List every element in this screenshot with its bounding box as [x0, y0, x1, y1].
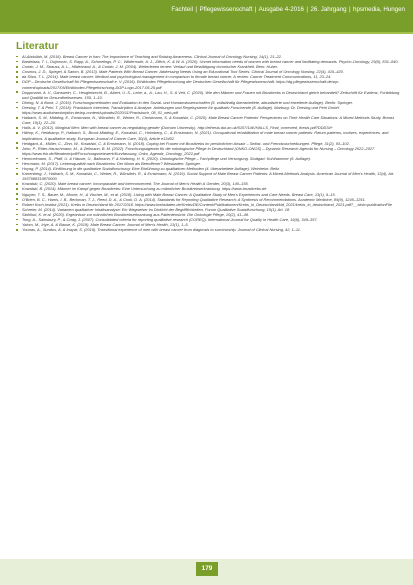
reference-item: Tong, A., Sainsbury, P., & Craig, J. (2007). Consolidated criteria for reporting qualitative research (COREQ). International Journal for Quality in Health Care, 19(6), 349–357.	[16, 217, 400, 222]
references-title: Literatur	[16, 40, 59, 52]
reference-item: Stahlhut, K. et al. (2020). Ergebnisse zur männlichen Brustkrebserkrankung aus Patientensicht. Die Onkologie Pflege, 10(2), 41–48.	[16, 212, 400, 217]
page-header: Fachteil | Pflegewissenschaft | Ausgabe 4-2016 | 26. Jahrgang | hpsmedia, Hungen	[0, 0, 413, 34]
reference-item: Halbach, S. M., Midding, E., Ernstmann, N., Würstlein, R., Weber, R., Christmann, S. & Kowalski, C. (2020). Male Breast Cancer Patients' Perspectives on Their Health Care Situations: A Mixed-Methods Study. Breast Care, 15(1), 22–29.	[16, 115, 400, 125]
header-volume: 26. Jahrgang	[310, 6, 347, 13]
reference-item: Younas, A., Sundus, A. & Inayat, S. (2019). Transitional experience of men with breast cancer from diagnosis to survivorship. Journal of Clinical Nursing, 42, 1–11.	[16, 227, 400, 232]
header-subject: Pflegewissenschaft	[199, 6, 253, 13]
reference-item: Schreier, M. (2014). Varianten qualitativer Inhaltsanalyse: Ein Wegweiser im Dickicht der Begrifflichkeiten. Forum Qualitative Sozialforschung, 15(1), Art. 18.	[16, 207, 400, 212]
reference-item: Karrenberg, J., Halbach, S. M., Kowalski, C., Weber, R., Würstlein, R., & Ernstmann, N. (2019). Social Support of Male Breast Cancer Patients: A Mixed-Methods Analysis. American Journal of Men's Health, 13(4), Art. 1557988319870000.	[16, 171, 400, 181]
reference-item: Hoyng, P. (2014). Einführung in die qualitative Sozialforschung: Eine Einführung zu qualitativen Methoden (4. überarbeitete Auflage). Weinheim: Beltz.	[16, 166, 400, 171]
reference-item: Kowalski, C. (2020). Male breast cancer: Incomparable and interconnected. The Journal of Men's Health & Gender, 20(3), 140–155.	[16, 181, 400, 186]
reference-item: Nguyen, T. S., Bauer, M., Moore, H., & Vischer, M., et al. (2018). Living with Male Breast Cancer: A Qualitative Study of Men's Experiences and Care Needs. Breast Care, 13(1), 9–15.	[16, 192, 400, 197]
header-publisher: hpsmedia, Hungen	[353, 6, 405, 13]
header-section: Fachteil	[171, 6, 193, 13]
reference-item: Halls, A. V. (2012). Marginal Men: Men with breast cancer as negotiating gender (Durham University). http://ethesis.dur.ac.uk/5107/1/AVHALLS_Final_corrected_thesis.pdf?DDD34+	[16, 125, 400, 130]
reference-list	[16, 54, 400, 232]
reference-item: Doppmann, A. V., Ganswein, C., Heuglebrecht, B., Albert, U.-S., Lebe, a., A., Lau, H., S. & Veit, C. (2020). Wie den Männer und Frauen mit Brustkrebs in Deutschland gleich behandelt? Zeitschrift für Evidenz, Fortbildung und Qualität im Gesundheitswesen, 155, 1–10.	[16, 90, 400, 100]
reference-item: Bardelaas, T. I., Dujimovic, S. Rapp, A., Schmelings, P. C., Wildermuth, A. J., Zillich, K. & W. A. (2020). Unmet information needs of women with breast cancer and facilitating demands. Psycho-Oncology, 29(5), 831–840.	[16, 59, 400, 64]
reference-item: Herrmann, M. (2017). Lebensqualität nach Brustkrebs: Der Mann als Betroffener? Wiesbaden: Springer.	[16, 161, 400, 166]
reference-item: Heidgard, A., Müller, C., Zinn, W., Kowalski, C. & Ernstmann, N. (2018). Coping bei Frauen mit Brustkrebs im persönlichen Ansatz – Selbst- und Fremdzuschreibungen. Pflege, 31(2), 93–102.	[16, 141, 400, 146]
reference-item: Kowalski, B. (2014). Männer im Kampf gegen Brustkrebs: Eine Untersuchung zu männlicher Brustkrebserkrankung. https://www.brustkrebs.de	[16, 186, 400, 191]
reference-item: Robert Koch-Institut (2021). Krebs in Deutschland für 2017/2018. https://www.krebsdaten.de/Krebs/DE/Content/Publikationen/Krebs_in_Deutschland/kid_2021/krebs_in_deutschland_2021.pdf?__blob=publicationFile	[16, 202, 400, 207]
reference-item: Hiltrop, K., Heidkamp, P., Halbach, S., Brock-Midding, E., Kowalski, C., Holmberg, C., & Ernstmann, N. (2021). Occupational rehabilitation of male breast cancer patients: Return patterns, motives, experiences, and implications. A qualitative study. European Journal of Cancer Care, 30(4), Article e13402.	[16, 130, 400, 140]
reference-item: Cosmos, J. D., Spiegel, & Samm, B. (2013). Male Patients With Breast Cancer: Addressing Needs Using an Educational Tool Series. Clinical Journal of Oncology Nursing, 22(4), 415–420.	[16, 69, 400, 74]
reference-item: Al-Abdullah, M. (2016). Breast Cancer in Iran: The Importance of Teaching and Raising Awareness. Clinical Journal of Oncology Nursing, 14(1), 21–22.	[16, 54, 400, 59]
header-issue: Ausgabe 4-2016	[258, 6, 304, 13]
reference-item: Hemmelmann, S., Pfaff, U. & Häuser, U., Ballmann, F. & Harbring, H. K. (2020). Onkologische Pflege – Fachpflege und Versorgung. Stuttgart: Kohlhammer (6. Auflage).	[16, 156, 400, 161]
reference-item: O'Brien, B. C., Harris, I. B., Beckman, T. J., Reed, D. A., & Cook, D. A. (2014). Standards for Reporting Qualitative Research: A Synthesis of Recommendations. Academic Medicine, 89(9), 1245–1251.	[16, 197, 400, 202]
reference-item: Dresing, T. & Pehl, T. (2018). Praxisbuch Interview, Transkription & Analyse. Anleitungen und Regelsysteme für qualitativ Forschende (8. Auflage). Marburg: Dr. Dresing und Pehl GmbH. https://www.audiotranskription.de/wp-content/uploads/2020/11/Praxisbuch_08_01_web.pdf	[16, 105, 400, 115]
reference-item: DGP – Deutsche Gesellschaft für Pflegewissenschaft e. V. (2016). Ethikkodex Pflegeforschung der Deutschen Gesellschaft für Pflegewissenschaft. https://dg-pflegewissenschaft.de/wp-content/uploads/2017/05/Ethikkodex-Pflegeforschung-DGP-Logo-2017-05-25.pdf	[16, 79, 400, 89]
reference-item: da Silva, T. L. (2014). Male breast cancer: Medical and psychological management in comparison to female breast cancer. A review. Cancer Treatment Communications, 11, 23–24.	[16, 74, 400, 79]
reference-item: Yalom, M., Iriye, A. & Bause, K. (2019). Male Breast Cancer. Journal of Men's Health, 13(1), 1–5.	[16, 222, 400, 227]
reference-item: Döring, N. & Bortz, J. (2016). Forschungsmethoden und Evaluation in den Sozial- und Humanwissenschaften (5. vollständig überarbeitete, aktualisierte und erweiterte Auflage). Berlin: Springer.	[16, 100, 400, 105]
reference-item: John, P., Ritter-Hauschmann, M., & Zellmann, B. M. (2022). Forschungsagenda für die onkologische Pflege in Deutschland (ONKO-ONOS) – Dynamic Research Agenda for Nursing – Oncology 2022–2027. https://www.fsh.de/fileadmin/pdf/Forschungsnetzwerk/Kurzfassung_Onko_Agenda_Oncology_2022.pdf	[16, 146, 400, 156]
reference-item: Corbin, J. M., Strauss, A. L., Hildebrand, A., & Corbin, J. M. (2004). Weiterleben lernen: Verlauf und Bewältigung chronischer Krankheit. Bern: Huber.	[16, 64, 400, 69]
page-number: 179	[196, 562, 218, 576]
